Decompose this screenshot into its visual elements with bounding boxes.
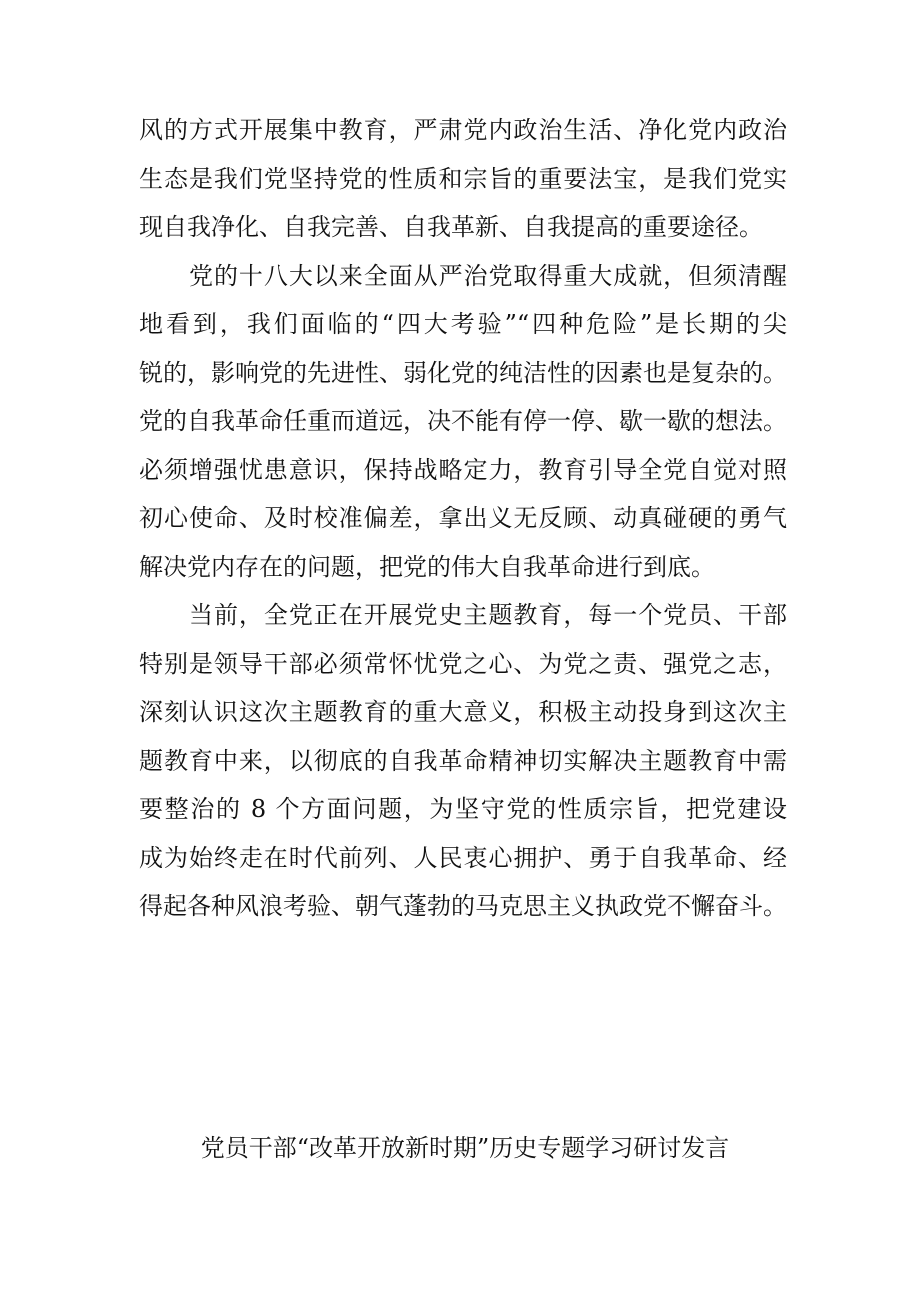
document-body (139, 106, 787, 931)
paragraph-line: 特别是领导干部必须常怀忧党之心、为党之责、强党之志， (139, 649, 787, 678)
paragraph-line: 生态是我们党坚持党的性质和宗旨的重要法宝，是我们党实 (139, 164, 787, 193)
paragraph-line: 风的方式开展集中教育，严肃党内政治生活、净化党内政治 (139, 116, 787, 144)
paragraph-line: 成为始终走在时代前列、人民衷心拥护、勇于自我革命、经 (139, 843, 787, 872)
paragraph-line: 得起各种风浪考验、朝气蓬勃的马克思主义执政党不懈奋斗。 (139, 892, 787, 920)
paragraph-line: 现自我净化、自我完善、自我革新、自我提高的重要途径。 (139, 213, 763, 241)
paragraph-line: 锐的，影响党的先进性、弱化党的纯洁性的因素也是复杂的。 (139, 358, 787, 387)
paragraph-line: 深刻认识这次主题教育的重大意义，积极主动投身到这次主 (139, 698, 787, 726)
paragraph-line: 要整治的 8 个方面问题，为坚守党的性质宗旨，把党建设 (139, 795, 787, 823)
paragraph-line: 题教育中来，以彻底的自我革命精神切实解决主题教育中需 (139, 746, 787, 775)
paragraph-line: 党的十八大以来全面从严治党取得重大成就，但须清醒 (189, 261, 787, 290)
paragraph-line: 当前，全党正在开展党史主题教育，每一个党员、干部 (189, 601, 787, 629)
paragraph-line: 党的自我革命任重而道远，决不能有停一停、歇一歇的想法。 (139, 407, 787, 435)
paragraph-line: 必须增强忧患意识，保持战略定力，教育引导全党自觉对照 (139, 455, 787, 484)
paragraph-line: 地看到，我们面临的“四大考验”“四种危险”是长期的尖 (139, 310, 787, 338)
paragraph-line: 解决党内存在的问题，把党的伟大自我革命进行到底。 (139, 552, 715, 581)
paragraph-line: 初心使命、及时校准偏差，拿出义无反顾、动真碰硬的勇气 (139, 504, 787, 532)
document-heading: 党员干部“改革开放新时期”历史专题学习研讨发言 (200, 1134, 730, 1162)
